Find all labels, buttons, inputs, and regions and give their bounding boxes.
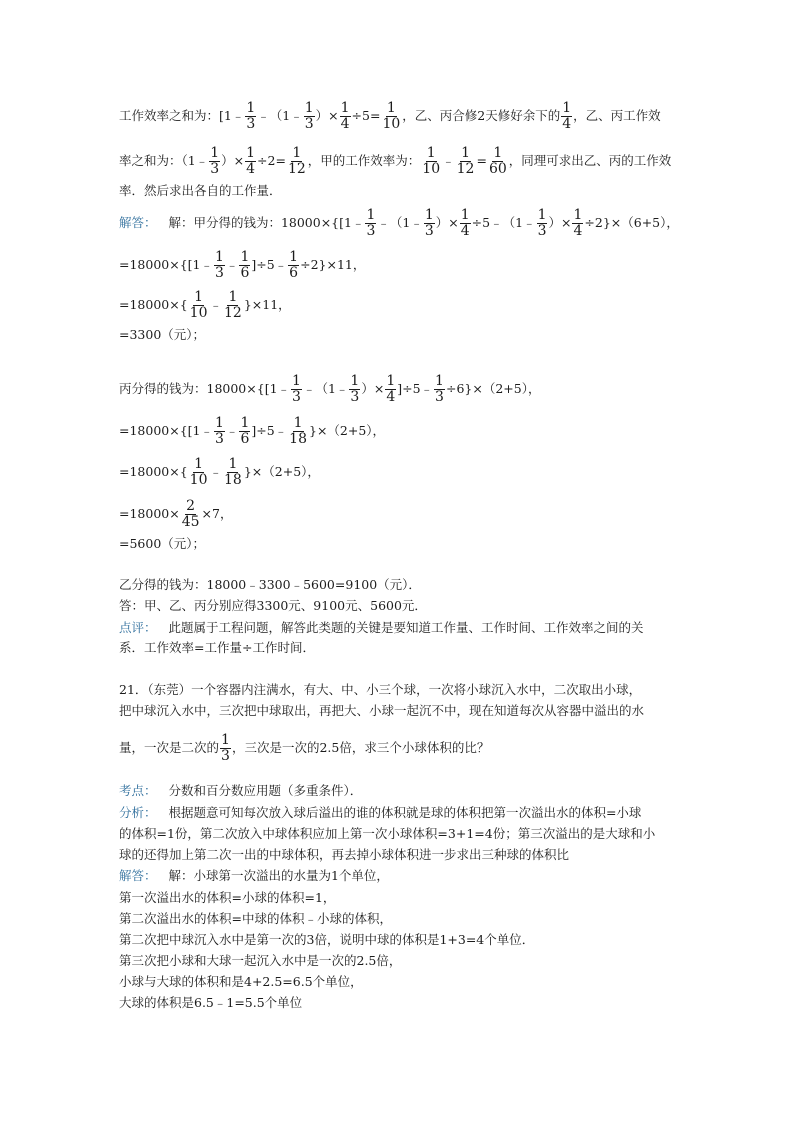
numerator: 1 (215, 415, 224, 431)
fraction (223, 457, 243, 488)
text-span: 此题属于工程问题，解答此类题的关键是要知道工作量、工作时间、工作效率之间的关 (168, 620, 644, 635)
denominator: 6 (289, 265, 299, 281)
denominator: 4 (460, 223, 470, 239)
analysis-line (119, 805, 694, 821)
numerator: 1 (194, 456, 204, 472)
denominator: 4 (340, 116, 350, 132)
numerator: 1 (228, 289, 238, 305)
text-span: ×7， (201, 506, 233, 521)
fraction (288, 250, 299, 281)
numerator: 1 (246, 100, 256, 116)
problem-line: 把中球沉入水中，三次把中球取出，再把大、小球一起沉不中，现在知道每次从容器中溢出的水 (119, 703, 645, 718)
text-span: ）× (221, 153, 245, 168)
fraction (561, 101, 572, 132)
numerator: 1 (460, 207, 470, 223)
denominator: 3 (537, 223, 547, 239)
text-span: ﹣ (225, 257, 239, 272)
denominator: 4 (246, 161, 256, 177)
denominator: 6 (240, 431, 250, 447)
text-span: 解：甲分得的钱为：18000×{[1﹣ (168, 215, 365, 230)
fraction (181, 499, 201, 530)
numerator: 1 (194, 289, 204, 305)
text-span: 解：小球第一次溢出的水量为1个单位， (168, 868, 389, 883)
comment-line (119, 620, 694, 636)
solution-line: 大球的体积是6.5﹣1=5.5个单位 (119, 995, 303, 1010)
solution-line (119, 868, 694, 884)
numerator: 1 (386, 373, 396, 389)
problem-line: 21．（东莞）一个容器内注满水，有大、中、小三个球，一次将小球沉入水中，二次取出小球， (119, 682, 642, 697)
fraction (239, 250, 250, 281)
fraction (287, 146, 307, 177)
numerator: 1 (210, 145, 220, 161)
denominator: 3 (215, 431, 224, 447)
fraction (488, 146, 508, 177)
text-span: }×11， (243, 297, 291, 312)
numerator: 1 (573, 207, 583, 223)
denominator: 3 (215, 265, 224, 281)
denominator: 60 (488, 161, 507, 177)
denominator: 18 (289, 431, 307, 447)
solution-line: 第二次溢出水的体积=中球的体积﹣小球的体积， (119, 911, 392, 926)
text-span: ，乙、丙工作效 (573, 108, 661, 123)
solution-line (119, 208, 694, 239)
solution-line: 第三次把小球和大球一起沉入水中是一次的2.5倍， (119, 953, 402, 968)
numerator: 1 (435, 373, 444, 389)
numerator: 1 (240, 415, 250, 431)
denominator: 3 (210, 161, 220, 177)
text-span: ，甲的工作效率为： (307, 153, 421, 168)
fraction (424, 208, 435, 239)
numerator: 1 (292, 145, 302, 161)
text-span: =18000×{[1﹣ (119, 257, 213, 272)
analysis-line: 的体积=1份，第二次放入中球体积应加上第一次小球体积=3+1=4份；第三次溢出的是大球和小 (119, 826, 656, 841)
numerator: 1 (289, 249, 299, 265)
text-span: =18000×{ (119, 297, 188, 312)
denominator: 4 (573, 223, 583, 239)
text-span: ﹣（1﹣ (302, 381, 349, 396)
answer-line: 答：甲、乙、丙分别应得3300元、9100元、5600元． (119, 598, 427, 613)
text-span: 根据题意可知每次放入球后溢出的谁的体积就是球的体积把第一次溢出水的体积=小球 (168, 805, 642, 820)
denominator: 12 (224, 305, 242, 321)
numerator: 1 (366, 207, 376, 223)
solution-line (119, 457, 694, 488)
fraction (456, 146, 476, 177)
denominator: 6 (240, 265, 250, 281)
text-span: ]÷5﹣ (251, 423, 288, 438)
text-span: ÷5﹣（1﹣ (471, 215, 536, 230)
denominator: 3 (221, 748, 230, 764)
analysis-line: 球的还得加上第二次一出的中球体积，再去掉小球体积进一步求出三种球的体积比 (119, 847, 570, 862)
analysis-label: 分析： (119, 805, 157, 820)
fraction (214, 416, 225, 447)
numerator: 1 (386, 100, 396, 116)
solution-line: 第二次把中球沉入水中是第一次的3倍，说明中球的体积是1+3=4个单位． (119, 932, 535, 947)
numerator: 1 (340, 100, 350, 116)
solution-line: 小球与大球的体积和是4+2.5=6.5个单位， (119, 974, 363, 989)
text-span: ÷6}×（2+5）， (445, 381, 541, 396)
fraction (340, 101, 351, 132)
fraction (220, 733, 231, 764)
fraction (381, 101, 401, 132)
solution-line: 第一次溢出水的体积=小球的体积=1， (119, 890, 336, 905)
solution-line (119, 499, 694, 530)
numerator: 1 (221, 732, 230, 748)
solution-line (119, 290, 694, 321)
fraction (245, 146, 256, 177)
fraction (189, 457, 209, 488)
denominator: 45 (181, 514, 200, 530)
text-span: ÷2= (257, 153, 286, 168)
denominator: 3 (366, 223, 376, 239)
text-span: ，三次是一次的2.5倍，求三个小球体积的比？ (231, 740, 490, 755)
text-span: ）× (548, 215, 572, 230)
text-span: 率之和为：（1﹣ (119, 153, 209, 168)
denominator: 3 (246, 116, 256, 132)
text-span: ﹣ (442, 153, 455, 168)
text-span: 丙分得的钱为：18000×{[1﹣ (119, 381, 291, 396)
fraction (189, 290, 209, 321)
numerator: 1 (562, 100, 572, 116)
text-span: ]÷5﹣ (397, 381, 434, 396)
numerator: 1 (215, 249, 224, 265)
answer-label: 解答： (119, 215, 157, 230)
numerator: 1 (537, 207, 547, 223)
text-span: ，同理可求出乙、丙的工作效 (508, 153, 672, 168)
solution-line (119, 101, 694, 132)
comment-line: 系．工作效率=工作量÷工作时间． (119, 640, 315, 655)
text-span: ÷2}×11， (300, 257, 366, 272)
solution-line (119, 416, 694, 447)
denominator: 18 (224, 472, 242, 488)
solution-line (119, 146, 694, 177)
numerator: 1 (426, 145, 436, 161)
problem-line (119, 733, 694, 764)
topic-label: 考点： (119, 783, 157, 798)
denominator: 10 (189, 305, 208, 321)
denominator: 3 (435, 389, 444, 405)
fraction (460, 208, 471, 239)
text-span: ﹣（1﹣ (377, 215, 423, 230)
denominator: 3 (304, 116, 314, 132)
denominator: 4 (562, 116, 572, 132)
text-span: ）× (361, 381, 385, 396)
numerator: 1 (240, 249, 250, 265)
text-span: ﹣（1﹣ (257, 108, 303, 123)
text-span: }×（2+5）， (309, 423, 386, 438)
fraction (209, 146, 220, 177)
fraction (288, 416, 308, 447)
fraction (537, 208, 548, 239)
solution-line (119, 374, 694, 405)
numerator: 1 (304, 100, 314, 116)
text-span: }×（2+5）， (243, 464, 320, 479)
text-span: 分数和百分数应用题（多重条件）． (168, 783, 363, 798)
text-span: ，乙、丙合修2天修好余下的 (402, 108, 561, 123)
numerator: 1 (292, 373, 301, 389)
fraction (214, 250, 225, 281)
text-span: =18000×{ (119, 464, 188, 479)
fraction (304, 101, 315, 132)
denominator: 3 (292, 389, 301, 405)
text-span: ÷2}×（6+5）， (584, 215, 679, 230)
text-span: =18000×{[1﹣ (119, 423, 213, 438)
fraction (291, 374, 302, 405)
topic-line (119, 783, 694, 799)
denominator: 10 (422, 161, 441, 177)
text-span: ﹣ (209, 297, 223, 312)
text-span: ÷5= (351, 108, 381, 123)
fraction (349, 374, 360, 405)
text-span: ]÷5﹣ (251, 257, 288, 272)
fraction (365, 208, 376, 239)
text-span: ）× (315, 108, 339, 123)
solution-line: 率．然后求出各自的工作量． (119, 183, 282, 198)
numerator: 1 (228, 456, 238, 472)
denominator: 4 (386, 389, 396, 405)
numerator: 1 (293, 415, 303, 431)
text-span: ）× (435, 215, 459, 230)
numerator: 1 (246, 145, 256, 161)
solution-line: =5600（元）； (119, 536, 206, 551)
denominator: 10 (189, 472, 208, 488)
fraction (245, 101, 256, 132)
numerator: 1 (493, 145, 503, 161)
answer-label: 解答： (119, 868, 157, 883)
solution-line (119, 250, 694, 281)
denominator: 10 (382, 116, 401, 132)
text-span: ﹣ (225, 423, 239, 438)
fraction (385, 374, 396, 405)
solution-line: 乙分得的钱为：18000﹣3300﹣5600=9100（元）． (119, 577, 421, 592)
fraction (223, 290, 243, 321)
text-span: = (476, 153, 487, 168)
numerator: 2 (186, 498, 196, 514)
text-span: =18000× (119, 506, 180, 521)
numerator: 1 (461, 145, 471, 161)
fraction (421, 146, 441, 177)
denominator: 12 (456, 161, 475, 177)
text-span: 工作效率之和为：[1﹣ (119, 108, 245, 123)
numerator: 1 (424, 207, 434, 223)
denominator: 3 (424, 223, 434, 239)
text-span: 量，一次是二次的 (119, 740, 220, 755)
fraction (572, 208, 583, 239)
fraction (239, 416, 250, 447)
numerator: 1 (350, 373, 360, 389)
fraction (434, 374, 445, 405)
denominator: 3 (350, 389, 360, 405)
comment-label: 点评： (119, 620, 157, 635)
denominator: 12 (287, 161, 306, 177)
solution-line: =3300（元）； (119, 327, 206, 342)
text-span: ﹣ (209, 464, 223, 479)
